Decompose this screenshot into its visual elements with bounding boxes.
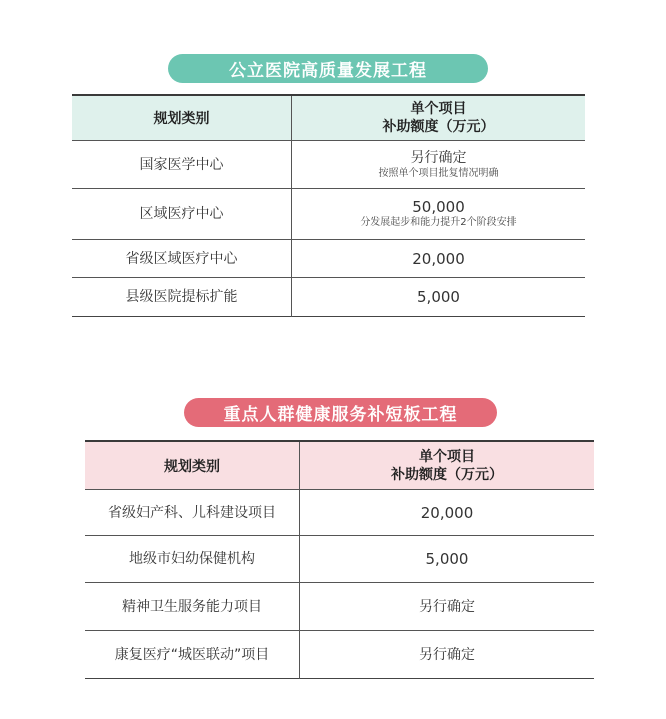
header-amount: 单个项目 补助额度（万元） (300, 441, 595, 490)
row-category: 地级市妇幼保健机构 (85, 536, 300, 583)
section1-title-banner (168, 54, 488, 83)
row-amount: 20,000 (412, 249, 465, 268)
section2-title-banner (184, 398, 497, 427)
row-category: 区域医疗中心 (72, 189, 292, 240)
row-note: 分发展起步和能力提升2个阶段安排 (360, 217, 517, 228)
row-category: 县级医院提标扩能 (72, 278, 292, 317)
row-note: 按照单个项目批复情况明确 (378, 167, 499, 179)
row-amount: 50,000 分发展起步和能力提升2个阶段安排 (292, 189, 586, 240)
table-row (72, 278, 585, 317)
row-amount: 另行确定 (419, 646, 475, 663)
section1-title: 公立医院高质量发展工程 (229, 61, 427, 81)
section1-table (72, 94, 585, 317)
table-row (72, 189, 585, 240)
row-amount: 20,000 (420, 503, 474, 522)
row-category: 省级妇产科、儿科建设项目 (85, 490, 300, 536)
row-category: 国家医学中心 (72, 141, 292, 189)
table-header-row (85, 441, 594, 490)
table-row (85, 536, 594, 583)
header-category: 规划类别 (72, 95, 292, 141)
table-row (85, 583, 594, 631)
table-row (72, 240, 585, 278)
row-amount: 5,000 (417, 288, 460, 306)
row-category: 康复医疗“城医联动”项目 (85, 631, 300, 679)
table-row (72, 141, 585, 189)
row-amount: 5,000 (425, 550, 469, 568)
header-amount: 单个项目 补助额度（万元） (292, 95, 586, 141)
section2-table (85, 440, 594, 679)
table-row (85, 631, 594, 679)
row-category: 省级区域医疗中心 (72, 240, 292, 278)
table-header-row (72, 95, 585, 141)
header-category: 规划类别 (85, 441, 300, 490)
row-category: 精神卫生服务能力项目 (85, 583, 300, 631)
row-amount: 另行确定 (419, 598, 475, 615)
row-amount: 另行确定 按照单个项目批复情况明确 (292, 141, 586, 189)
table-row (85, 490, 594, 536)
section2-title: 重点人群健康服务补短板工程 (223, 405, 458, 425)
